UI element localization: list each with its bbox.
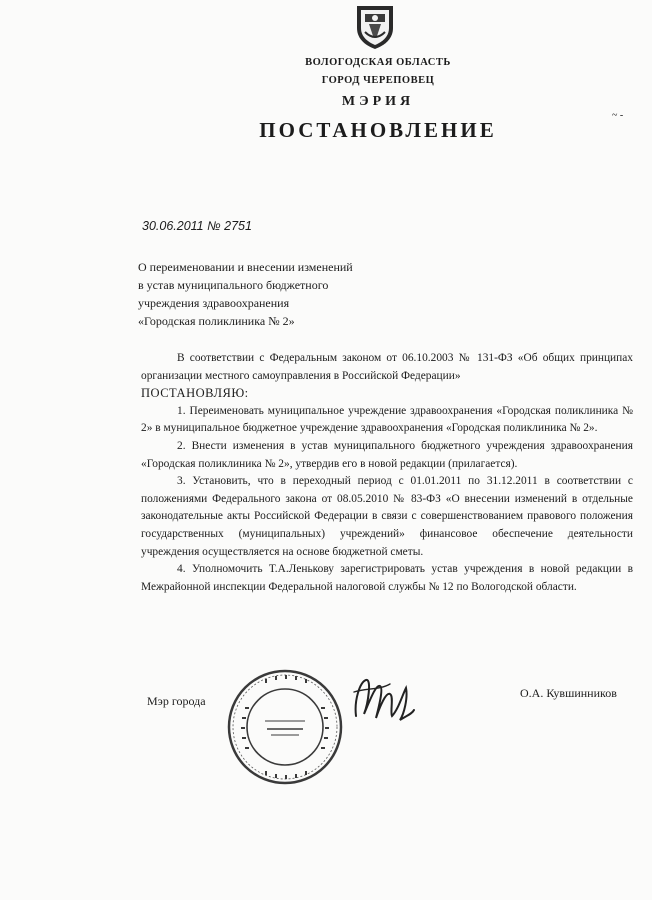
signatory-position: Мэр города	[147, 694, 206, 708]
mayoralty-heading: МЭРИЯ	[341, 94, 415, 109]
region-heading: ВОЛОГОДСКАЯ ОБЛАСТЬ	[305, 57, 451, 68]
corner-mark: ~ -	[612, 110, 624, 121]
document-type-heading: ПОСТАНОВЛЕНИЕ	[259, 118, 497, 142]
decree-item: 2. Внести изменения в устав муниципального бюджетного учреждения здравоохранения «Городская поликлиника № 2», утвердив его в новой редакции (прилагается).	[141, 439, 633, 470]
official-seal-icon	[225, 667, 345, 787]
city-heading: ГОРОД ЧЕРЕПОВЕЦ	[321, 75, 435, 86]
subject-block	[138, 258, 438, 330]
coat-of-arms-icon	[351, 2, 399, 50]
document-body	[141, 350, 633, 596]
decree-item: 3. Установить, что в переходный период с 01.01.2011 по 31.12.2011 в соответствии с положениями Федерального закона от 08.05.2010 № 83-ФЗ «О внесении изменений в отдельные законодательные акты Российской Федерации в связи с совершенствованием правового положения государственных (муниципальных) учреждений» финансовое обеспечение деятельности учреждения осуществляется на основе бюджетной сметы.	[141, 475, 633, 558]
subject-line: О переименовании и внесении изменений	[138, 260, 353, 274]
preamble-paragraph: В соответствии с Федеральным законом от 06.10.2003 № 131-ФЗ «Об общих принципах организации местного самоуправления в Российской Федерации»	[141, 352, 633, 382]
decree-item: 4. Уполномочить Т.А.Ленькову зарегистрировать устав учреждения в новой редакции в Межрайонной инспекции Федеральной налоговой службы № 12 по Вологодской области.	[141, 563, 633, 593]
decree-word: ПОСТАНОВЛЯЮ:	[141, 386, 249, 401]
date-number-line: 30.06.2011 № 2751	[142, 219, 252, 233]
subject-line: в устав муниципального бюджетного	[138, 278, 329, 292]
subject-line: «Городская поликлиника № 2»	[138, 314, 295, 328]
signatory-name: О.А. Кувшинников	[520, 686, 617, 700]
subject-line: учреждения здравоохранения	[138, 296, 290, 310]
decree-item: 1. Переименовать муниципальное учреждение здравоохранения «Городская поликлиника № 2» в муниципальное бюджетное учреждение здравоохранения «Городская поликлиника № 2».	[141, 404, 633, 435]
handwritten-signature-icon	[350, 670, 416, 732]
